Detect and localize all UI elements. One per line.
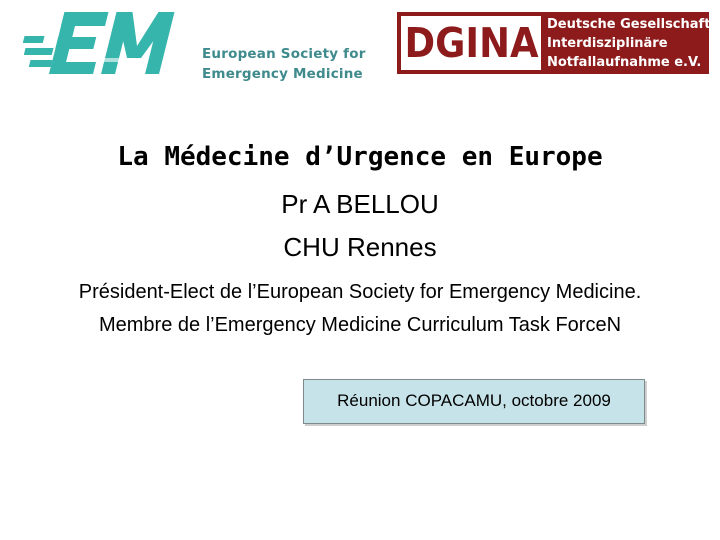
slide-title: La Médecine d’Urgence en Europe [117,142,603,172]
dgina-wordmark-box [401,16,541,70]
dgina-logo [397,12,709,74]
eusem-name [202,44,366,84]
presenter-affiliation: CHU Rennes [283,232,437,262]
eusem-logo [14,6,364,84]
meeting-label-box: Réunion COPACAMU, octobre 2009 [303,379,645,424]
eusem-name-line2: Emergency Medicine [202,66,363,82]
role-line-member: Membre de l’Emergency Medicine Curriculum Task ForceN [98,314,622,336]
role-line-president: Président-Elect de l’European Society for Emergency Medicine. [78,281,642,303]
dgina-wordmark: DGINA [403,18,539,67]
presenter-name: Pr A BELLOU [281,189,439,219]
dgina-name [547,15,710,72]
dgina-name-line3: Notfallaufnahme e.V. [547,55,702,70]
dgina-name-line2: Interdisziplinäre [547,36,668,51]
eusem-emblem-icon [14,6,189,84]
dgina-name-line1: Deutsche Gesellschaft [547,17,711,32]
eusem-name-line1: European Society for [202,46,366,62]
